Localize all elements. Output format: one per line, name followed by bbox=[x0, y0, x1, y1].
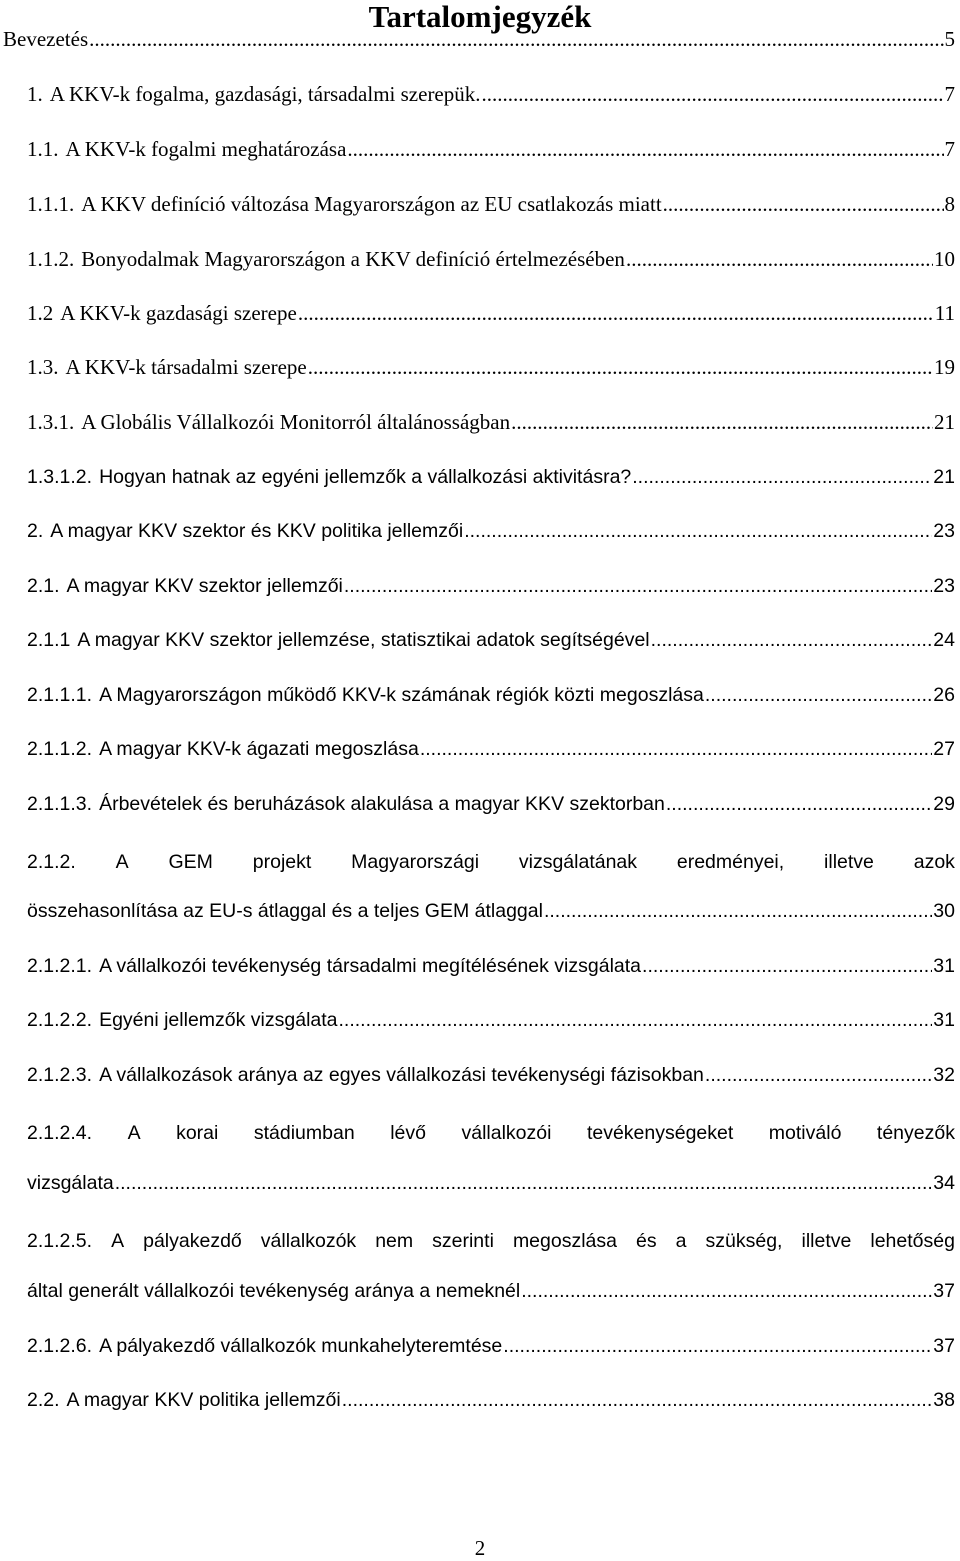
toc-dot-leader bbox=[308, 354, 933, 380]
toc-entry[interactable] bbox=[27, 1329, 955, 1359]
toc-entry-page: 34 bbox=[933, 1172, 955, 1194]
toc-dot-leader bbox=[705, 1062, 932, 1088]
toc-entry-text: A pályakezdő vállalkozók munkahelyteremtése bbox=[99, 1335, 503, 1357]
toc-dot-leader bbox=[342, 1387, 933, 1413]
toc-entry-page: 37 bbox=[933, 1280, 955, 1302]
toc-entry-number: 1.3.1.2. bbox=[27, 466, 93, 488]
toc-entry-page: 23 bbox=[933, 520, 955, 542]
toc-entry[interactable] bbox=[3, 22, 955, 52]
toc-entry-page: 37 bbox=[933, 1335, 955, 1357]
toc-dot-leader bbox=[651, 627, 933, 653]
toc-entry-number: 2.1.2.3. bbox=[27, 1064, 93, 1086]
toc-entry-page: 7 bbox=[944, 82, 955, 106]
toc-entry-text: A vállalkozások aránya az egyes vállalkozási tevékenységi fázisokban bbox=[99, 1064, 704, 1086]
toc-entry-page: 21 bbox=[933, 466, 955, 488]
toc-entry-page: 24 bbox=[933, 629, 955, 651]
toc-entry-page: 5 bbox=[944, 27, 955, 51]
toc-entry-text: összehasonlítása az EU-s átlaggal és a teljes GEM átlaggal bbox=[27, 900, 543, 922]
toc-dot-leader bbox=[298, 300, 934, 326]
toc-entry-number: 2.1.2.2. bbox=[27, 1009, 93, 1031]
toc-entry-word: szükség, bbox=[705, 1230, 783, 1252]
toc-entry-word: tényezők bbox=[876, 1122, 955, 1144]
toc-entry[interactable] bbox=[27, 623, 955, 653]
toc-dot-leader bbox=[632, 464, 932, 490]
toc-entry-text: A KKV definíció változása Magyarországon az EU csatlakozás miatt bbox=[81, 192, 662, 216]
toc-entry-word: Magyarországi bbox=[351, 851, 480, 873]
toc-entry-number: 2.1.1.1. bbox=[27, 684, 93, 706]
toc-entry[interactable] bbox=[27, 1003, 955, 1033]
toc-title: Tartalomjegyzék bbox=[368, 0, 592, 34]
toc-dot-leader bbox=[663, 191, 944, 217]
toc-entry-page: 26 bbox=[933, 684, 955, 706]
toc-entry-number: 2. bbox=[27, 520, 44, 542]
toc-entry-text: Árbevételek és beruházások alakulása a magyar KKV szektorban bbox=[99, 793, 665, 815]
toc-dot-leader bbox=[464, 518, 932, 544]
toc-entry[interactable] bbox=[27, 405, 955, 435]
toc-entry-text: által generált vállalkozói tevékenység aránya a nemeknél bbox=[27, 1280, 521, 1302]
toc-entry-page: 11 bbox=[934, 301, 955, 325]
toc-entry-word: vállalkozók bbox=[260, 1230, 357, 1252]
toc-entry-word: tevékenységeket bbox=[586, 1122, 734, 1144]
toc-entry-text: Egyéni jellemzők vizsgálata bbox=[99, 1009, 338, 1031]
toc-entry-number: 1.1.2. bbox=[27, 247, 75, 271]
toc-entry-text: A KKV-k fogalmi meghatározása bbox=[65, 137, 347, 161]
toc-dot-leader bbox=[666, 791, 932, 817]
toc-entry-page: 29 bbox=[933, 793, 955, 815]
toc-dot-leader bbox=[339, 1007, 933, 1033]
toc-entry[interactable] bbox=[27, 949, 955, 979]
toc-entry-text: A Globális Vállalkozói Monitorról általánosságban bbox=[81, 410, 511, 434]
toc-entry-line[interactable] bbox=[27, 1226, 955, 1256]
toc-dot-leader bbox=[115, 1170, 933, 1196]
toc-entry-text: A magyar KKV szektor és KKV politika jellemzői bbox=[50, 520, 464, 542]
toc-entry-line[interactable] bbox=[27, 1274, 955, 1304]
toc-dot-leader bbox=[511, 409, 933, 435]
toc-entry-word: megoszlása bbox=[512, 1230, 617, 1252]
toc-entry-text: A magyar KKV szektor jellemzői bbox=[66, 575, 343, 597]
page-number: 2 bbox=[474, 1536, 486, 1560]
toc-entry[interactable] bbox=[27, 132, 955, 162]
toc-entry[interactable] bbox=[27, 77, 955, 107]
toc-entry-text: Bonyodalmak Magyarországon a KKV definíció értelmezésében bbox=[81, 247, 625, 271]
toc-entry-text: A vállalkozói tevékenység társadalmi megítélésének vizsgálata bbox=[99, 955, 642, 977]
toc-entry-word: illetve bbox=[824, 851, 874, 873]
toc-entry-page: 32 bbox=[933, 1064, 955, 1086]
toc-entry-page: 23 bbox=[933, 575, 955, 597]
toc-dot-leader bbox=[503, 1333, 932, 1359]
toc-entry-word: korai bbox=[176, 1122, 219, 1144]
toc-entry-number: 2.2. bbox=[27, 1389, 60, 1411]
toc-entry-line[interactable] bbox=[27, 1118, 955, 1148]
toc-entry-page: 30 bbox=[933, 900, 955, 922]
toc-entry-number: 2.1.2.6. bbox=[27, 1335, 93, 1357]
toc-entry-text: A KKV-k gazdasági szerepe bbox=[60, 301, 297, 325]
toc-entry-word: A bbox=[115, 851, 129, 873]
toc-entry[interactable] bbox=[27, 350, 955, 380]
toc-entry-text: Bevezetés bbox=[3, 27, 89, 51]
toc-dot-leader bbox=[544, 898, 932, 924]
toc-entry-word: A bbox=[127, 1122, 141, 1144]
toc-entry-word: és bbox=[636, 1230, 657, 1252]
toc-entry-number: 2.1.2.5. bbox=[27, 1230, 93, 1252]
toc-entry-text: A magyar KKV politika jellemzői bbox=[66, 1389, 341, 1411]
toc-entry[interactable] bbox=[27, 514, 955, 544]
toc-entry-number: 2.1.1.3. bbox=[27, 793, 93, 815]
toc-entry-text: vizsgálata bbox=[27, 1172, 114, 1194]
toc-entry-page: 10 bbox=[934, 247, 955, 271]
toc-entry-word: lehetőség bbox=[870, 1230, 955, 1252]
toc-entry[interactable] bbox=[27, 569, 955, 599]
toc-entry-number: 2.1. bbox=[27, 575, 60, 597]
toc-entry-number: 1.2 bbox=[27, 301, 54, 325]
toc-dot-leader bbox=[347, 136, 943, 162]
toc-entry-page: 38 bbox=[933, 1389, 955, 1411]
toc-entry[interactable] bbox=[27, 1383, 955, 1413]
toc-entry-page: 21 bbox=[934, 410, 955, 434]
toc-entry-word: GEM bbox=[168, 851, 213, 873]
toc-entry-page: 27 bbox=[933, 738, 955, 760]
toc-entry-text: A magyar KKV szektor jellemzése, statisztikai adatok segítségével bbox=[77, 629, 650, 651]
toc-entry-number: 1.3.1. bbox=[27, 410, 75, 434]
toc-entry-page: 8 bbox=[944, 192, 955, 216]
toc-entry-word: vállalkozói bbox=[461, 1122, 552, 1144]
toc-dot-leader bbox=[89, 26, 943, 52]
toc-entry-word: eredményei, bbox=[676, 851, 785, 873]
toc-dot-leader bbox=[626, 246, 933, 272]
toc-entry[interactable] bbox=[27, 732, 955, 762]
toc-entry-text: A KKV-k fogalma, gazdasági, társadalmi szerepük. bbox=[49, 82, 481, 106]
toc-entry-page: 31 bbox=[933, 1009, 955, 1031]
toc-entry-word: a bbox=[675, 1230, 687, 1252]
toc-entry-page: 31 bbox=[933, 955, 955, 977]
toc-entry-word: illetve bbox=[801, 1230, 852, 1252]
toc-dot-leader bbox=[482, 81, 944, 107]
toc-entry-number: 2.1.2.4. bbox=[27, 1122, 93, 1144]
toc-entry-word: lévő bbox=[390, 1122, 426, 1144]
toc-dot-leader bbox=[642, 953, 932, 979]
toc-entry-page: 19 bbox=[934, 355, 955, 379]
toc-entry-word: pályakezdő bbox=[143, 1230, 242, 1252]
toc-entry-number: 2.1.2. bbox=[27, 851, 76, 873]
toc-entry-word: azok bbox=[913, 851, 955, 873]
toc-dot-leader bbox=[344, 573, 932, 599]
toc-entry-text: A Magyarországon működő KKV-k számának régiók közti megoszlása bbox=[99, 684, 704, 706]
toc-entry-word: projekt bbox=[252, 851, 312, 873]
toc-entry-word: vizsgálatának bbox=[518, 851, 638, 873]
toc-entry-text: A magyar KKV-k ágazati megoszlása bbox=[99, 738, 419, 760]
toc-entry[interactable] bbox=[27, 187, 955, 217]
toc-entry-number: 1. bbox=[27, 82, 43, 106]
toc-entry[interactable] bbox=[27, 1058, 955, 1088]
toc-entry-text: Hogyan hatnak az egyéni jellemzők a vállalkozási aktivitásra? bbox=[99, 466, 632, 488]
toc-entry-word: szerinti bbox=[432, 1230, 494, 1252]
toc-dot-leader bbox=[420, 736, 932, 762]
toc-entry[interactable] bbox=[27, 296, 955, 326]
toc-entry-text: A KKV-k társadalmi szerepe bbox=[65, 355, 307, 379]
toc-entry-number: 2.1.1.2. bbox=[27, 738, 93, 760]
toc-entry[interactable] bbox=[27, 678, 955, 708]
toc-entry-line[interactable] bbox=[27, 894, 955, 924]
toc-entry-number: 2.1.1 bbox=[27, 629, 71, 651]
toc-entry-word: stádiumban bbox=[253, 1122, 355, 1144]
toc-dot-leader bbox=[521, 1278, 932, 1304]
toc-entry[interactable] bbox=[27, 787, 955, 817]
toc-entry[interactable] bbox=[27, 242, 955, 272]
toc-entry-number: 2.1.2.1. bbox=[27, 955, 93, 977]
toc-entry-number: 1.3. bbox=[27, 355, 59, 379]
toc-entry-number: 1.1. bbox=[27, 137, 59, 161]
toc-entry-word: A bbox=[111, 1230, 125, 1252]
toc-entry-line[interactable] bbox=[27, 847, 955, 877]
toc-entry-word: nem bbox=[375, 1230, 414, 1252]
toc-entry-word: motiváló bbox=[768, 1122, 842, 1144]
toc-entry[interactable] bbox=[27, 460, 955, 490]
toc-entry-line[interactable] bbox=[27, 1166, 955, 1196]
toc-entry-page: 7 bbox=[944, 137, 955, 161]
toc-dot-leader bbox=[705, 682, 932, 708]
toc-entry-number: 1.1.1. bbox=[27, 192, 75, 216]
